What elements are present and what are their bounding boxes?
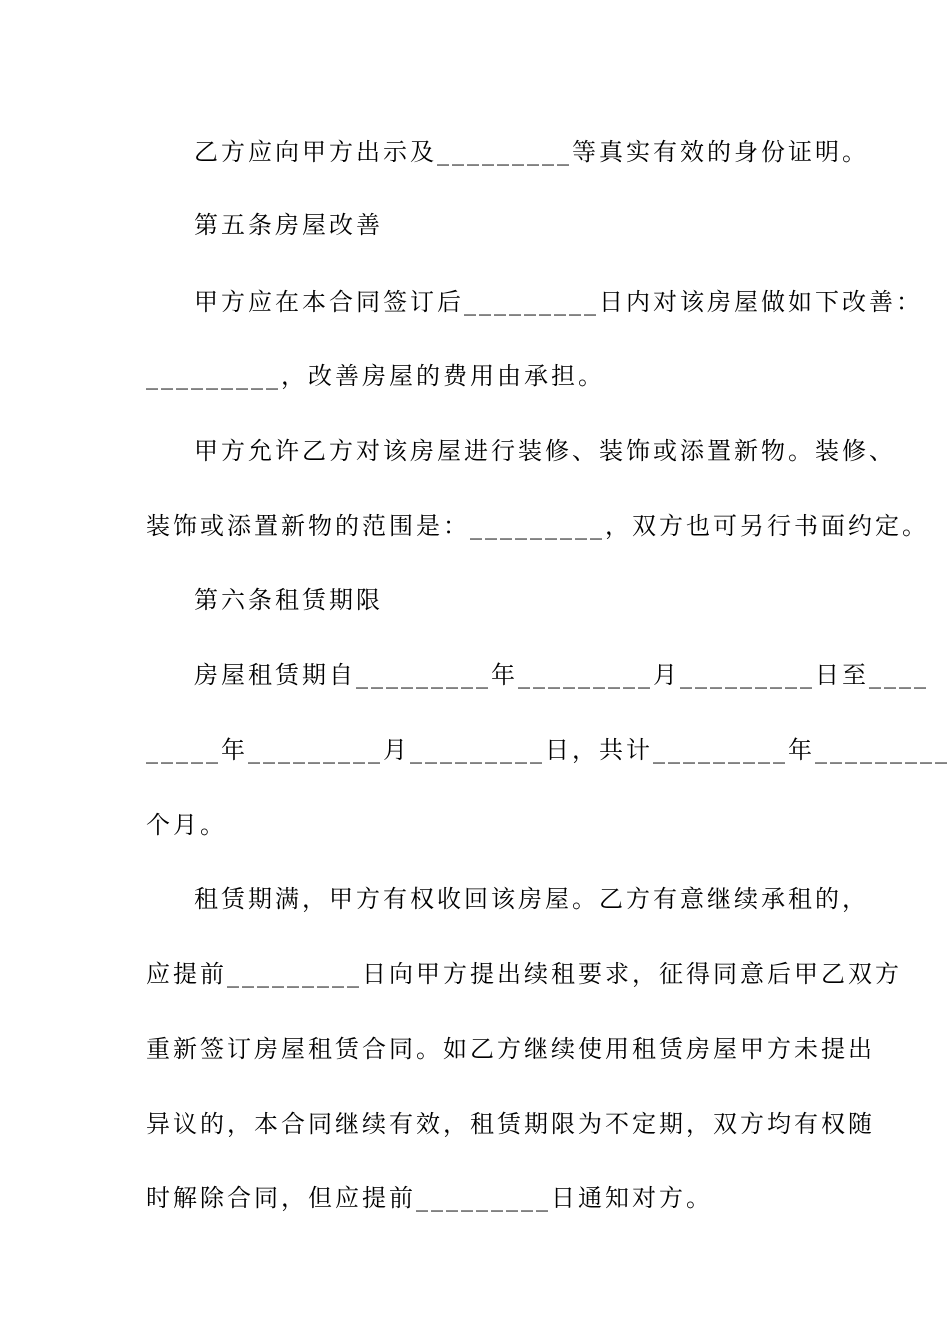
paragraph-improvement-line-2: _________，改善房屋的费用由承担。 bbox=[146, 362, 605, 390]
paragraph-renewal-line-5: 时解除合同，但应提前_________日通知对方。 bbox=[146, 1184, 713, 1212]
paragraph-renewal-line-1: 租赁期满，甲方有权收回该房屋。乙方有意继续承租的， bbox=[194, 885, 869, 913]
article-5-heading: 第五条房屋改善 bbox=[194, 211, 383, 239]
paragraph-improvement-line-1: 甲方应在本合同签订后_________日内对该房屋做如下改善： bbox=[194, 288, 923, 316]
paragraph-term-line-2: _____年_________月_________日，共计_________年_________ bbox=[146, 736, 950, 764]
paragraph-decoration-line-2: 装饰或添置新物的范围是：_________，双方也可另行书面约定。 bbox=[146, 512, 929, 540]
paragraph-renewal-line-2: 应提前_________日向甲方提出续租要求，征得同意后甲乙双方 bbox=[146, 960, 902, 988]
article-6-heading: 第六条租赁期限 bbox=[194, 586, 383, 614]
paragraph-renewal-line-3: 重新签订房屋租赁合同。如乙方继续使用租赁房屋甲方未提出 bbox=[146, 1035, 875, 1063]
paragraph-identity-proof: 乙方应向甲方出示及_________等真实有效的身份证明。 bbox=[194, 138, 869, 166]
paragraph-term-line-3: 个月。 bbox=[146, 811, 227, 839]
paragraph-decoration-line-1: 甲方允许乙方对该房屋进行装修、装饰或添置新物。装修、 bbox=[194, 437, 896, 465]
paragraph-renewal-line-4: 异议的，本合同继续有效，租赁期限为不定期，双方均有权随 bbox=[146, 1110, 875, 1138]
paragraph-term-line-1: 房屋租赁期自_________年_________月_________日至____ bbox=[194, 661, 929, 689]
